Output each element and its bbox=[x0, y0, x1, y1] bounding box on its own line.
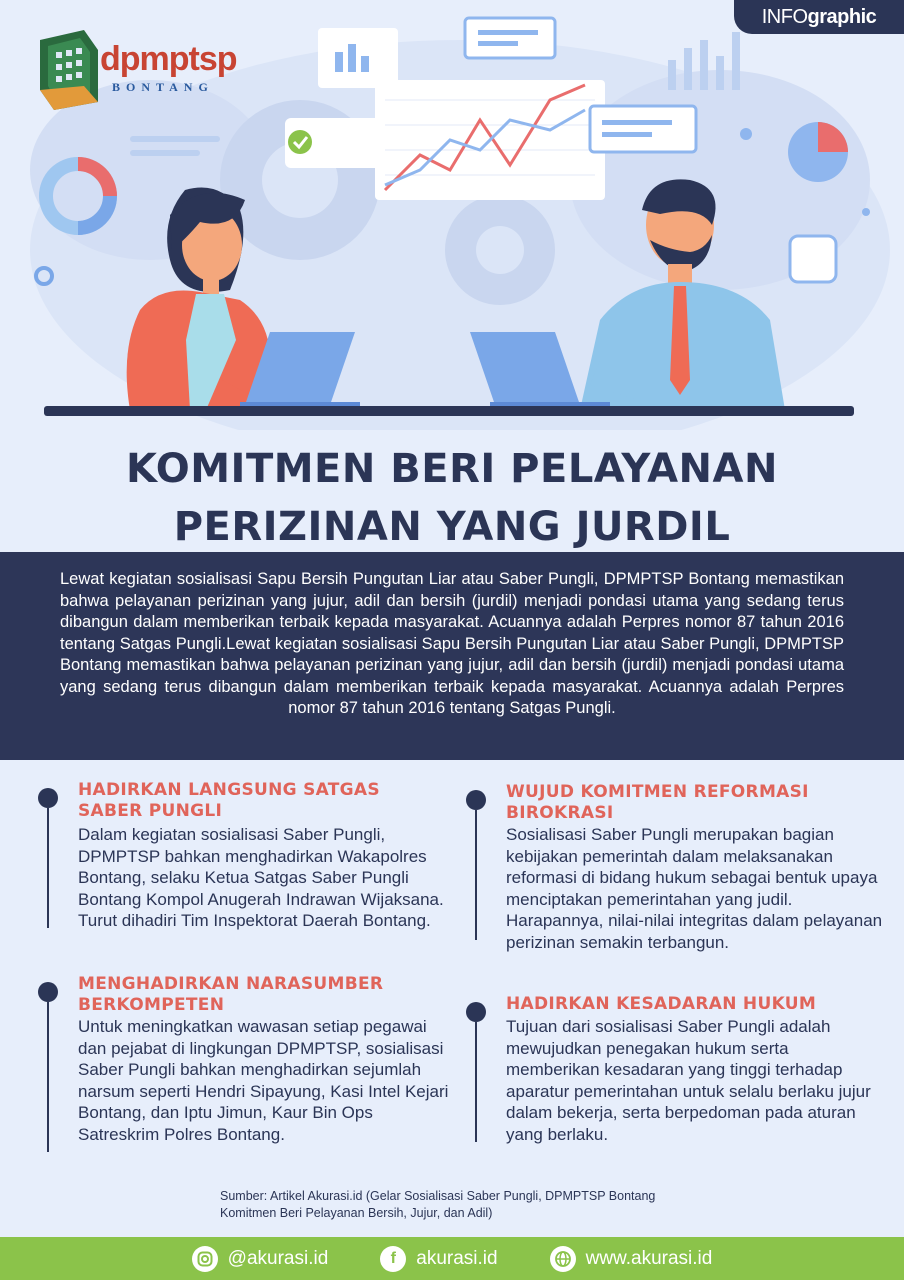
timeline-line bbox=[47, 808, 49, 928]
bullet-dot bbox=[38, 788, 58, 808]
item-body: Dalam kegiatan sosialisasi Saber Pungli, DPMPTSP bahkan menghadirkan Wakapolres Bontang, selaku Ketua Satgas Saber Pungli Bontang Kompol Anugerah Indrawan Wijaksana. Turut dihadiri Tim Inspektorat Daerah Bontang. bbox=[78, 825, 444, 931]
logo-subtext: BONTANG bbox=[112, 80, 214, 94]
badge-text-graphic: graphic bbox=[807, 5, 877, 28]
footer-website[interactable] bbox=[550, 1246, 713, 1272]
intro-paragraph: Lewat kegiatan sosialisasi Sapu Bersih Pungutan Liar atau Saber Pungli, DPMPTSP Bontang memastikan bahwa pelayanan perizinan yang jujur, adil dan bersih (jurdil) menjadi pondasi utama yang sedang terus dibangun dalam memberikan terbaik kepada masyarakat. Acuannya adalah Perpres nomor 87 tahun 2016 tentang Satgas Pungli.Lewat kegiatan sosialisasi Sapu Bersih Pungutan Liar atau Saber Pungli, DPMPTSP Bontang memastikan bahwa pelayanan perizinan yang jujur, adil dan bersih (jurdil) menjadi pondasi utama yang sedang terus dibangun dalam memberikan terbaik kepada masyarakat. Acuannya adalah Perpres nomor 87 tahun 2016 tentang Satgas Pungli. bbox=[0, 552, 904, 760]
timeline-line bbox=[475, 1022, 477, 1142]
item-title: WUJUD KOMITMEN REFORMASI BIROKRASI bbox=[506, 782, 809, 823]
instagram-handle: @akurasi.id bbox=[227, 1247, 329, 1269]
globe-icon bbox=[550, 1246, 576, 1272]
item-body: Tujuan dari sosialisasi Saber Pungli adalah mewujudkan penegakan hukum serta memberikan kesadaran yang tinggi terhadap aparatur pemerintahan untuk selalu berlaku jujur dalam bekerja, serta berpedoman pada aturan yang berlaku. bbox=[506, 1017, 871, 1144]
hero-illustration bbox=[0, 0, 904, 430]
item-title: MENGHADIRKAN NARASUMBER BERKOMPETEN bbox=[78, 974, 384, 1015]
page-title bbox=[0, 440, 904, 556]
infographic-badge bbox=[734, 0, 904, 34]
footer-facebook[interactable] bbox=[380, 1246, 497, 1272]
bullet-dot bbox=[466, 1002, 486, 1022]
timeline-line bbox=[47, 1002, 49, 1152]
footer-bar bbox=[0, 1237, 904, 1280]
website-url: www.akurasi.id bbox=[585, 1247, 713, 1269]
instagram-icon bbox=[192, 1246, 218, 1272]
source-citation: Sumber: Artikel Akurasi.id (Gelar Sosialisasi Saber Pungli, DPMPTSP Bontang Komitmen Beri Pelayanan Bersih, Jujur, dan Adil) bbox=[220, 1189, 656, 1220]
timeline-line bbox=[475, 810, 477, 940]
bullet-dot bbox=[38, 982, 58, 1002]
item-body: Sosialisasi Saber Pungli merupakan bagian kebijakan pemerintah dalam melaksanakan reformasi di bidang hukum sebagai bentuk upaya menciptakan pemerintahan yang judil. Harapannya, nilai-nilai integritas dalam pelayanan perizinan semakin terbangun. bbox=[506, 825, 883, 952]
item-body: Untuk meningkatkan wawasan setiap pegawai dan pejabat di lingkungan DPMPTSP, sosialisasi Saber Pungli bahkan menghadirkan sejumlah narsum seperti Hendri Sipayung, Kasi Intel Kejari Bontang, dan Iptu Jimun, Kaur Bin Ops Satreskrim Polres Bontang. bbox=[78, 1017, 449, 1144]
footer-instagram[interactable] bbox=[192, 1246, 329, 1272]
item-title: HADIRKAN KESADARAN HUKUM bbox=[506, 994, 817, 1014]
facebook-handle: akurasi.id bbox=[416, 1247, 498, 1269]
badge-text-info: INFO bbox=[761, 5, 808, 28]
title-line-1: KOMITMEN BERI PELAYANAN bbox=[126, 446, 778, 492]
facebook-icon: f bbox=[380, 1246, 406, 1272]
bullet-dot bbox=[466, 790, 486, 810]
item-title: HADIRKAN LANGSUNG SATGAS SABER PUNGLI bbox=[78, 780, 380, 821]
logo-text: dpmptsp bbox=[100, 40, 237, 78]
title-line-2: PERIZINAN YANG JURDIL bbox=[173, 504, 731, 550]
